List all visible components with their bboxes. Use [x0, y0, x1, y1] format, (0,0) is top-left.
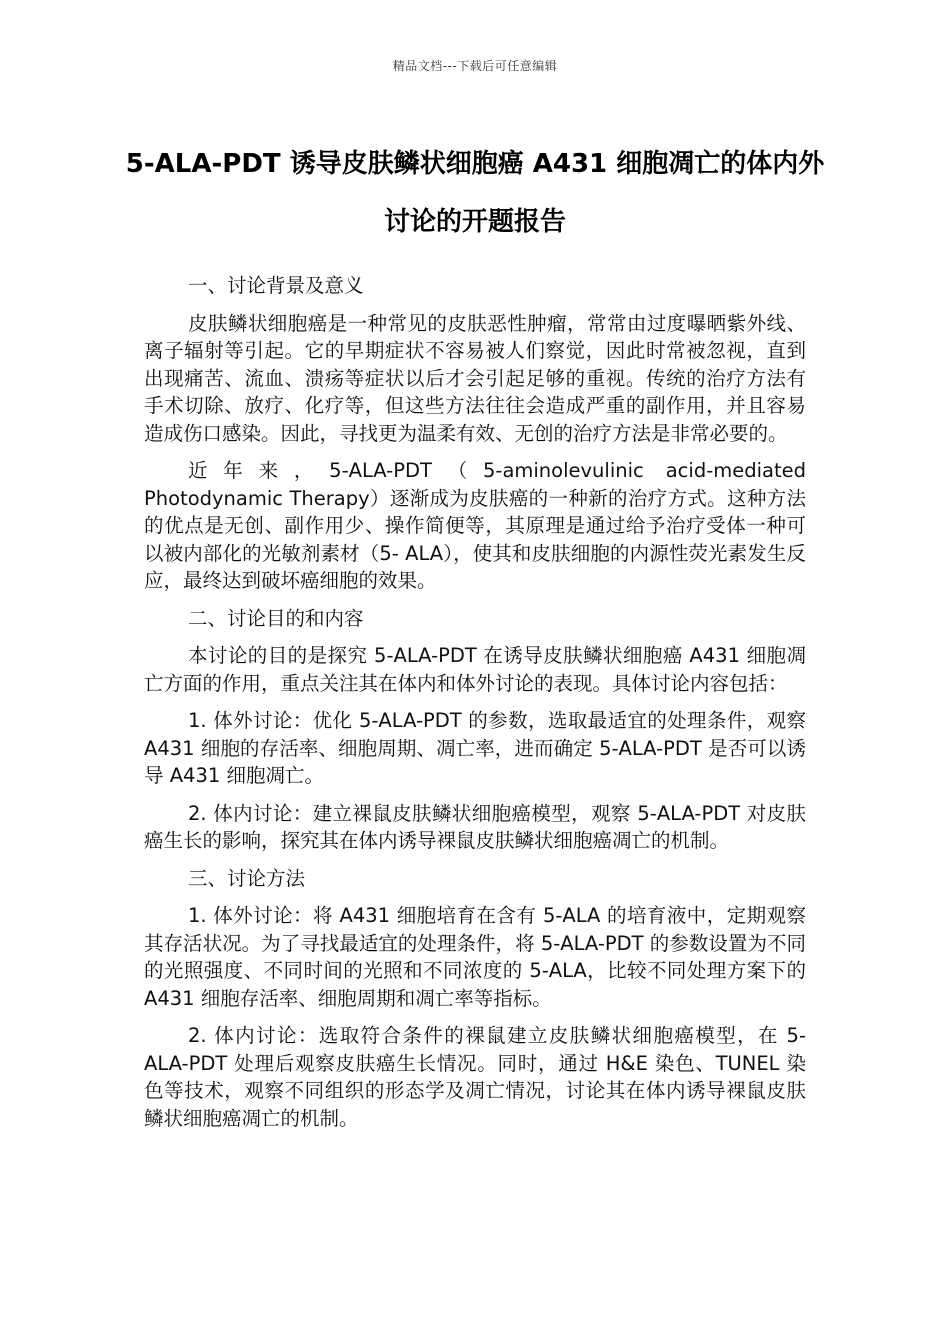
- document-title: 5-ALA-PDT 诱导皮肤鳞状细胞癌 A431 细胞凋亡的体内外讨论的开题报告: [125, 149, 825, 237]
- section-2-heading: 二、讨论目的和内容: [188, 606, 364, 630]
- document-body: [144, 272, 806, 1142]
- section-1-heading: 一、讨论背景及意义: [188, 274, 364, 297]
- section-2-paragraph-1: 本讨论的目的是探究 5-ALA-PDT 在诱导皮肤鳞状细胞癌 A431 细胞凋亡方面的作用，重点关注其在体内和体外讨论的表现。具体讨论内容包括：: [144, 644, 806, 695]
- section-3-item-1: 1. 体外讨论：将 A431 细胞培育在含有 5-ALA 的培育液中，定期观察其存活状况。为了寻找最适宜的处理条件，将 5-ALA-PDT 的参数设置为不同的光照强度、不同时间的光照和不同浓度的 5-ALA，比较不同处理方案下的 A431 细胞存活率、细胞周期和凋亡率等指标。: [144, 904, 806, 1010]
- section-2-item-1: 1. 体外讨论：优化 5-ALA-PDT 的参数，选取最适宜的处理条件，观察 A431 细胞的存活率、细胞周期、凋亡率，进而确定 5-ALA-PDT 是否可以诱导 A431 细胞凋亡。: [144, 709, 806, 787]
- section-3-heading: 三、讨论方法: [188, 866, 306, 890]
- section-3-item-2: 2. 体内讨论：选取符合条件的裸鼠建立皮肤鳞状细胞癌模型，在 5-ALA-PDT 处理后观察皮肤癌生长情况。同时，通过 H&E 染色、TUNEL 染色等技术，观察不同组织的形态学及凋亡情况，讨论其在体内诱导裸鼠皮肤鳞状细胞癌凋亡的机制。: [144, 1024, 806, 1130]
- section-1-paragraph-1: 皮肤鳞状细胞癌是一种常见的皮肤恶性肿瘤，常常由过度曝晒紫外线、离子辐射等引起。它的早期症状不容易被人们察觉，因此时常被忽视，直到出现痛苦、流血、溃疡等症状以后才会引起足够的重视。传统的治疗方法有手术切除、放疗、化疗等，但这些方法往往会造成严重的副作用，并且容易造成伤口感染。因此，寻找更为温柔有效、无创的治疗方法是非常必要的。: [144, 311, 806, 445]
- section-2-item-2: 2. 体内讨论：建立裸鼠皮肤鳞状细胞癌模型，观察 5-ALA-PDT 对皮肤癌生长的影响，探究其在体内诱导裸鼠皮肤鳞状细胞癌凋亡的机制。: [144, 801, 806, 852]
- section-1-paragraph-2: 近年来，5-ALA-PDT（5-aminolevulinic acid-mediated Photodynamic Therapy）逐渐成为皮肤癌的一种新的治疗方式。这种方法的优点是无创、副作用少、操作简便等，其原理是通过给予治疗受体一种可以被内部化的光敏剂素材（5- ALA），使其和皮肤细胞的内源性荧光素发生反应，最终达到破坏癌细胞的效果。: [144, 459, 806, 592]
- page-header: 精品文档---下载后可任意编辑: [392, 59, 558, 73]
